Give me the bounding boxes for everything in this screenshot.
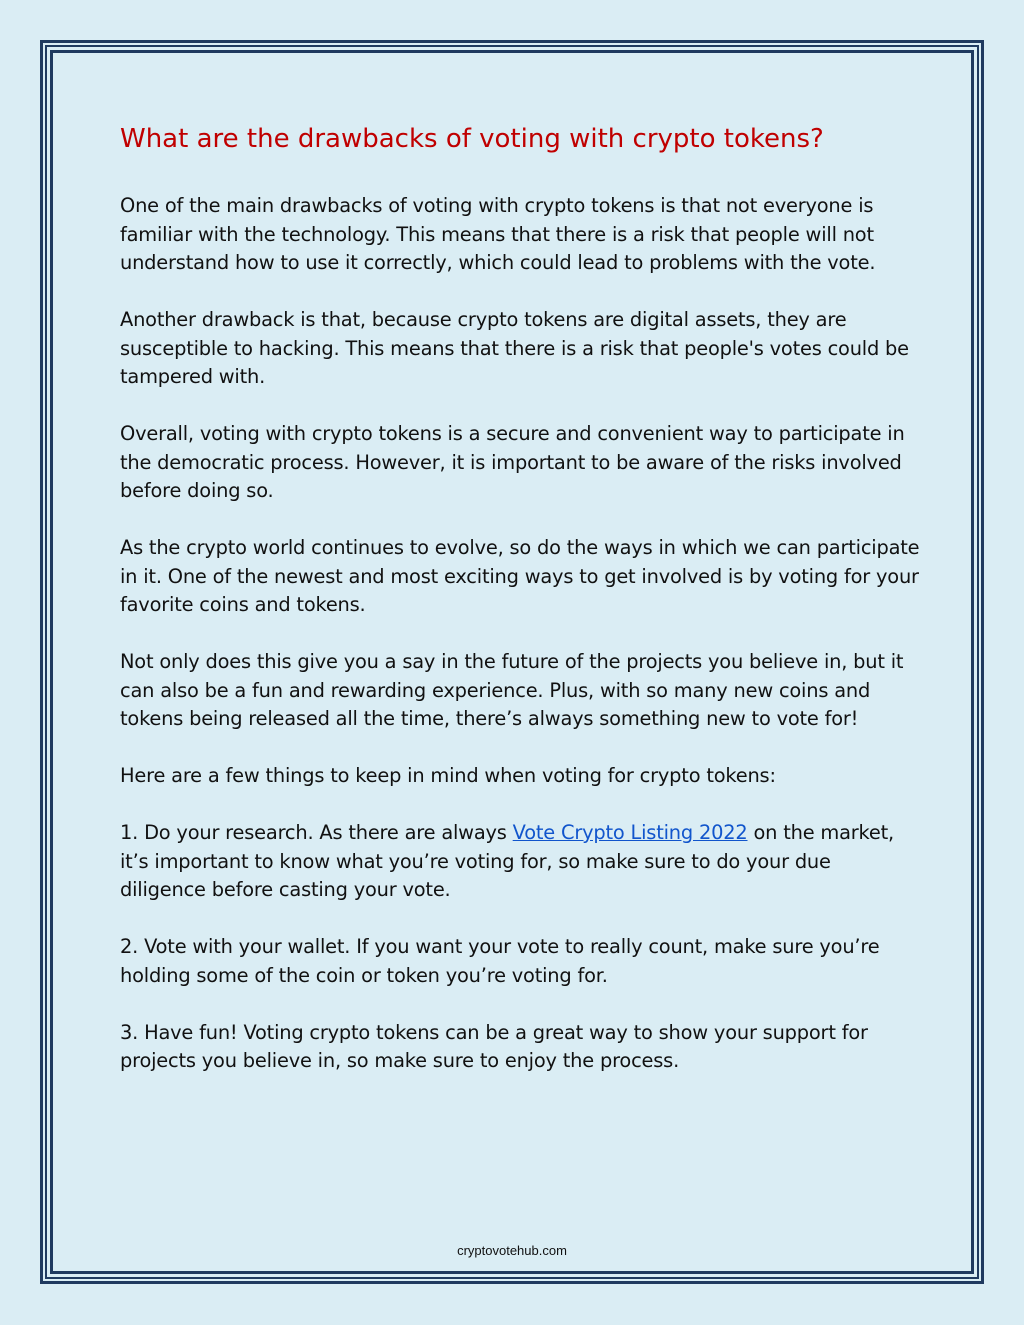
vote-crypto-listing-link[interactable]: Vote Crypto Listing 2022 xyxy=(512,821,748,844)
footer-site-name: cryptovotehub.com xyxy=(457,1243,567,1258)
tip-1-text-after: on the market, it’s important to know what you’re voting for, so make sure to do your due diligence before casting your vote. xyxy=(120,821,894,901)
article-body xyxy=(120,118,920,1104)
paragraph-2: Another drawback is that, because crypto tokens are digital assets, they are susceptible to hacking. This means that there is a risk that people's votes could be tampered with. xyxy=(120,308,909,388)
tip-2: 2. Vote with your wallet. If you want your vote to really count, make sure you’re holding some of the coin or token you’re voting for. xyxy=(120,935,880,987)
paragraph-1: One of the main drawbacks of voting with crypto tokens is that not everyone is familiar with the technology. This means that there is a risk that people will not understand how to use it correctly, which could lead to problems with the vote. xyxy=(120,194,876,274)
tip-3: 3. Have fun! Voting crypto tokens can be a great way to show your support for projects you believe in, so make sure to enjoy the process. xyxy=(120,1020,868,1072)
paragraph-5: Not only does this give you a say in the future of the projects you believe in, but it can also be a fun and rewarding experience. Plus, with so many new coins and tokens being released all the time, there’s always something new to vote for! xyxy=(120,650,904,730)
article-title: What are the drawbacks of voting with crypto tokens? xyxy=(120,124,824,154)
paragraph-3: Overall, voting with crypto tokens is a secure and convenient way to participate in the democratic process. However, it is important to be aware of the risks involved before doing so. xyxy=(120,422,905,502)
tip-1-text-before: 1. Do your research. As there are always xyxy=(120,821,513,844)
paragraph-6: Here are a few things to keep in mind when voting for crypto tokens: xyxy=(120,764,776,787)
paragraph-4: As the crypto world continues to evolve, so do the ways in which we can participate in it. One of the newest and most exciting ways to get involved is by voting for your favorite coins and tokens. xyxy=(120,536,920,616)
tip-1 xyxy=(120,819,920,905)
